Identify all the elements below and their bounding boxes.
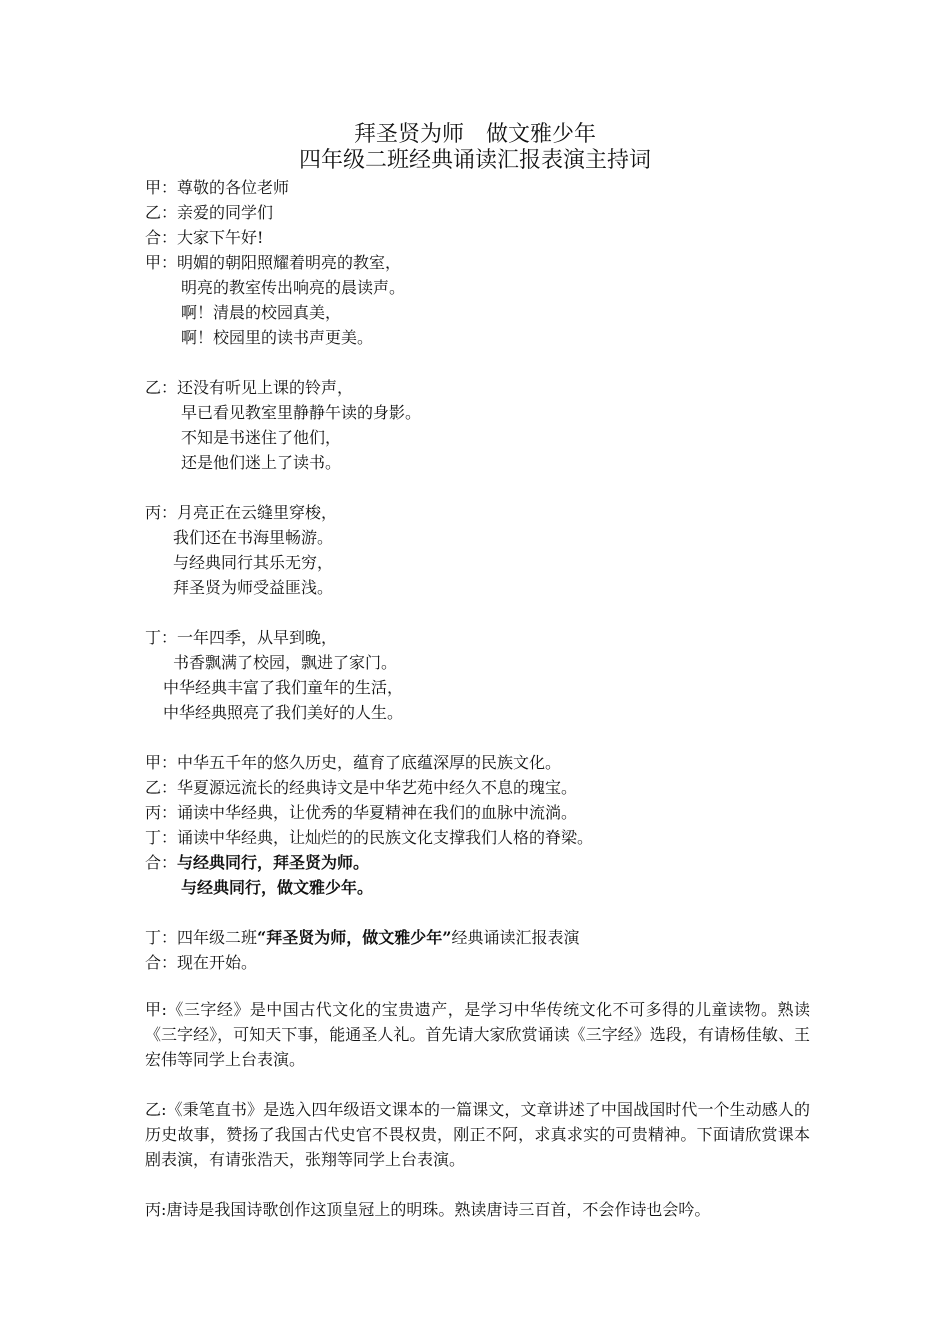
dialogue-line-ding: 丁：诵读中华经典，让灿烂的的民族文化支撑我们人格的脊梁。	[145, 828, 594, 847]
verse-jia-line-3: 啊！清晨的校园真美，	[181, 303, 342, 322]
verse-ding-line-2: 书香飘满了校园，飘进了家门。	[173, 653, 398, 672]
paragraph-sanzijing: 甲:《三字经》是中国古代文化的宝贵遗产，是学习中华传统文化不可多得的儿童读物。熟读《三字经》，可知天下事，能通圣人礼。首先请大家欣赏诵读《三字经》选段，有请杨佳敏、王宏伟等同学上台表演。	[145, 1000, 810, 1069]
start-line: 合：现在开始。	[145, 953, 258, 972]
verse-ding-line-3: 中华经典丰富了我们童年的生活，	[163, 678, 404, 697]
dialogue-line-bing: 丙：诵读中华经典，让优秀的华夏精神在我们的血脉中流淌。	[145, 803, 578, 822]
verse-ding-line-4: 中华经典照亮了我们美好的人生。	[163, 703, 404, 722]
verse-bing-line-4: 拜圣贤为师受益匪浅。	[173, 578, 334, 597]
verse-jia-line-1: 甲：明媚的朝阳照耀着明亮的教室，	[145, 253, 402, 272]
announce-event-name: “拜圣贤为师，做文雅少年”	[257, 928, 452, 947]
verse-yi-line-3: 不知是书迷住了他们，	[181, 428, 342, 447]
paragraph-bingbizhishu: 乙:《秉笔直书》是选入四年级语文课本的一篇课文，文章讲述了中国战国时代一个生动感人的历史故事，赞扬了我国古代史官不畏权贵，刚正不阿，求真求实的可贵精神。下面请欣赏课本剧表演，有请张浩天，张翔等同学上台表演。	[145, 1100, 810, 1169]
document-subtitle: 四年级二班经典诵读汇报表演主持词	[298, 148, 651, 173]
chorus-line-1	[145, 853, 369, 873]
verse-bing-line-3: 与经典同行其乐无穷，	[173, 553, 334, 572]
document-title: 拜圣贤为师 做文雅少年	[353, 122, 596, 147]
announce-line	[145, 928, 579, 948]
announce-suffix: 经典诵读汇报表演	[451, 928, 580, 947]
verse-yi-line-4: 还是他们迷上了读书。	[181, 453, 342, 472]
verse-jia-line-2: 明亮的教室传出响亮的晨读声。	[181, 278, 406, 297]
paragraph-tangshi: 丙:唐诗是我国诗歌创作这顶皇冠上的明珠。熟读唐诗三百首，不会作诗也会吟。	[145, 1200, 711, 1219]
dialogue-line-yi: 乙：华夏源远流长的经典诗文是中华艺苑中经久不息的瑰宝。	[145, 778, 578, 797]
dialogue-line-jia: 甲：中华五千年的悠久历史，蕴育了底蕴深厚的民族文化。	[145, 753, 562, 772]
verse-bing-line-2: 我们还在书海里畅游。	[173, 528, 334, 547]
verse-jia-line-4: 啊！校园里的读书声更美。	[181, 328, 374, 347]
chorus-line-2: 与经典同行，做文雅少年。	[181, 878, 374, 897]
chorus-text-1: 与经典同行，拜圣贤为师。	[177, 853, 370, 872]
verse-yi-line-1: 乙：还没有听见上课的铃声，	[145, 378, 354, 397]
opening-line-he: 合：大家下午好!	[145, 228, 264, 247]
verse-yi-line-2: 早已看见教室里静静午读的身影。	[181, 403, 422, 422]
opening-line-yi: 乙：亲爱的同学们	[145, 203, 274, 222]
chorus-prefix: 合：	[145, 853, 178, 872]
opening-line-jia: 甲：尊敬的各位老师	[145, 178, 290, 197]
verse-bing-line-1: 丙：月亮正在云缝里穿梭，	[145, 503, 338, 522]
announce-prefix: 丁：四年级二班	[145, 928, 258, 947]
verse-ding-line-1: 丁：一年四季，从早到晚，	[145, 628, 338, 647]
